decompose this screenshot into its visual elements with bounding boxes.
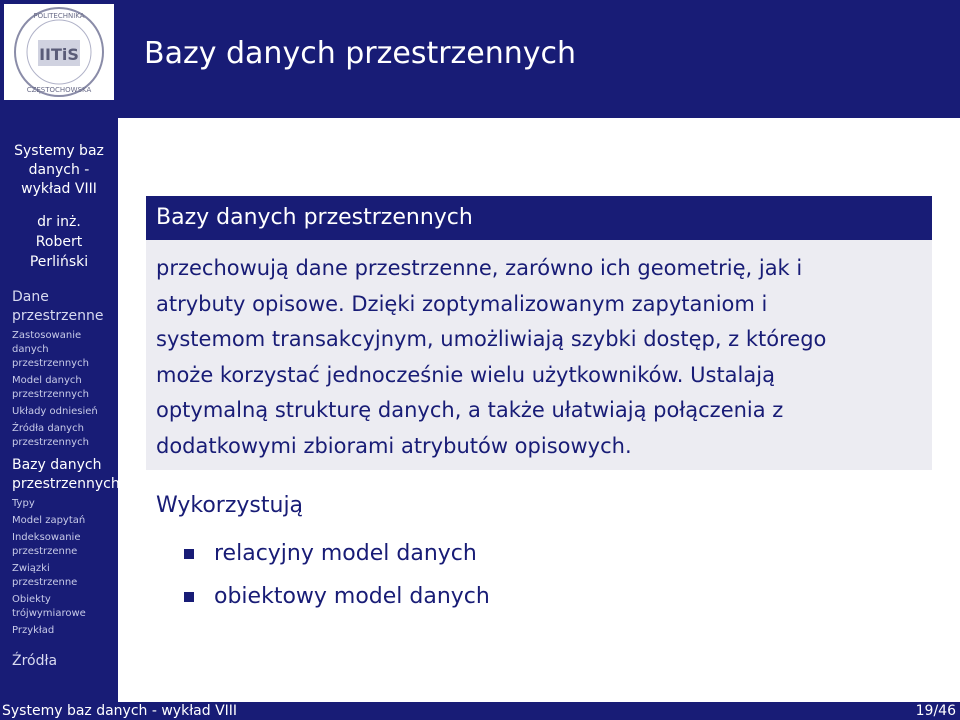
toc-section-line: Dane [12,289,49,305]
toc-section-bazy-danych[interactable] [12,456,118,494]
toc-sub-line: trójwymiarowe [12,608,86,619]
author-line: Perliński [29,254,89,270]
toc-sub-line: Model zapytań [12,515,86,526]
toc-sub-obiekty-3d[interactable] [12,593,118,621]
uses-list [184,532,490,618]
toc-section-line: Źródła [12,653,58,669]
toc-section-line: Bazy danych [12,457,102,473]
block-body [146,240,932,470]
toc-sub-line: Układy odniesień [12,406,98,417]
slide-footer [0,702,960,720]
toc-sub-line: Typy [12,498,35,509]
author-line: dr inż. [37,214,81,230]
block-body-line: może korzystać jednocześnie wielu użytkowników. Ustalają [156,362,775,387]
toc-sub-line: Indeksowanie [12,532,81,543]
sidebar [0,0,118,702]
block-title: Bazy danych przestrzennych [146,196,932,240]
toc-sub-line: Przykład [12,625,55,636]
course-title-line: Systemy baz [14,143,104,159]
toc-sub-line: Model danych [12,375,82,386]
logo-mid-text: IITiS [39,45,79,64]
toc-sub-line: przestrzennych [12,437,89,448]
toc-section-line: przestrzenne [12,308,104,324]
definition-block [146,196,932,470]
toc-sub-line: przestrzennych [12,358,89,369]
toc-sub-line: przestrzenne [12,546,78,557]
author-line: Robert [35,234,83,250]
table-of-contents [0,288,118,671]
toc-sub-line: Zastosowanie danych [12,330,82,355]
toc-sub-line: przestrzennych [12,389,89,400]
logo-top-text: POLITECHNIKA [33,12,85,20]
list-item-text: relacyjny model danych [214,541,477,566]
course-title-line: danych - [28,162,90,178]
author[interactable] [0,212,118,272]
course-title[interactable] [0,142,118,199]
list-item-text: obiektowy model danych [214,584,490,609]
slide-header [118,0,960,118]
toc-sub-line: Obiekty [12,594,51,605]
block-body-line: przechowują dane przestrzenne, zarówno ich geometrię, jak i [156,256,803,280]
logo-emblem-icon [4,4,114,100]
toc-sub-zwiazki[interactable] [12,562,118,590]
toc-sub-line: Związki przestrzenne [12,563,78,588]
logo-bottom-text: CZĘSTOCHOWSKA [26,86,92,94]
square-bullet-icon [184,549,194,559]
toc-sub-zastosowanie[interactable] [12,329,118,371]
toc-sub-line: Źródła danych [12,423,84,434]
block-body-line: dodatkowymi zbiorami atrybutów opisowych. [156,433,632,458]
university-logo [4,4,114,100]
toc-sub-model-zapytan[interactable] [12,514,118,528]
toc-section-zrodla[interactable] [12,652,118,671]
uses-heading: Wykorzystują [156,493,304,518]
toc-sub-zrodla-danych[interactable] [12,422,118,450]
list-item [184,532,490,575]
block-body-line: atrybuty opisowe. Dzięki zoptymalizowanym zapytaniom i [156,291,768,316]
footer-title[interactable]: Systemy baz danych - wykład VIII [0,703,270,720]
toc-sub-model-danych[interactable] [12,374,118,402]
toc-sub-uklady-odniesien[interactable] [12,405,118,419]
slide-title: Bazy danych przestrzennych [144,36,577,71]
toc-sub-przyklad[interactable] [12,624,118,638]
toc-sub-typy[interactable] [12,497,118,511]
list-item [184,575,490,618]
toc-section-dane-przestrzenne[interactable] [12,288,118,326]
block-body-line: systemom transakcyjnym, umożliwiają szybki dostęp, z którego [156,327,827,351]
toc-section-line: przestrzennych [12,476,120,492]
toc-sub-indeksowanie[interactable] [12,531,118,559]
square-bullet-icon [184,592,194,602]
page-number: 19/46 [915,703,956,719]
block-body-line: optymalną strukturę danych, a także ułatwiają połączenia z [156,398,784,422]
footer-bar [270,703,960,720]
course-title-line: wykład VIII [21,181,97,197]
